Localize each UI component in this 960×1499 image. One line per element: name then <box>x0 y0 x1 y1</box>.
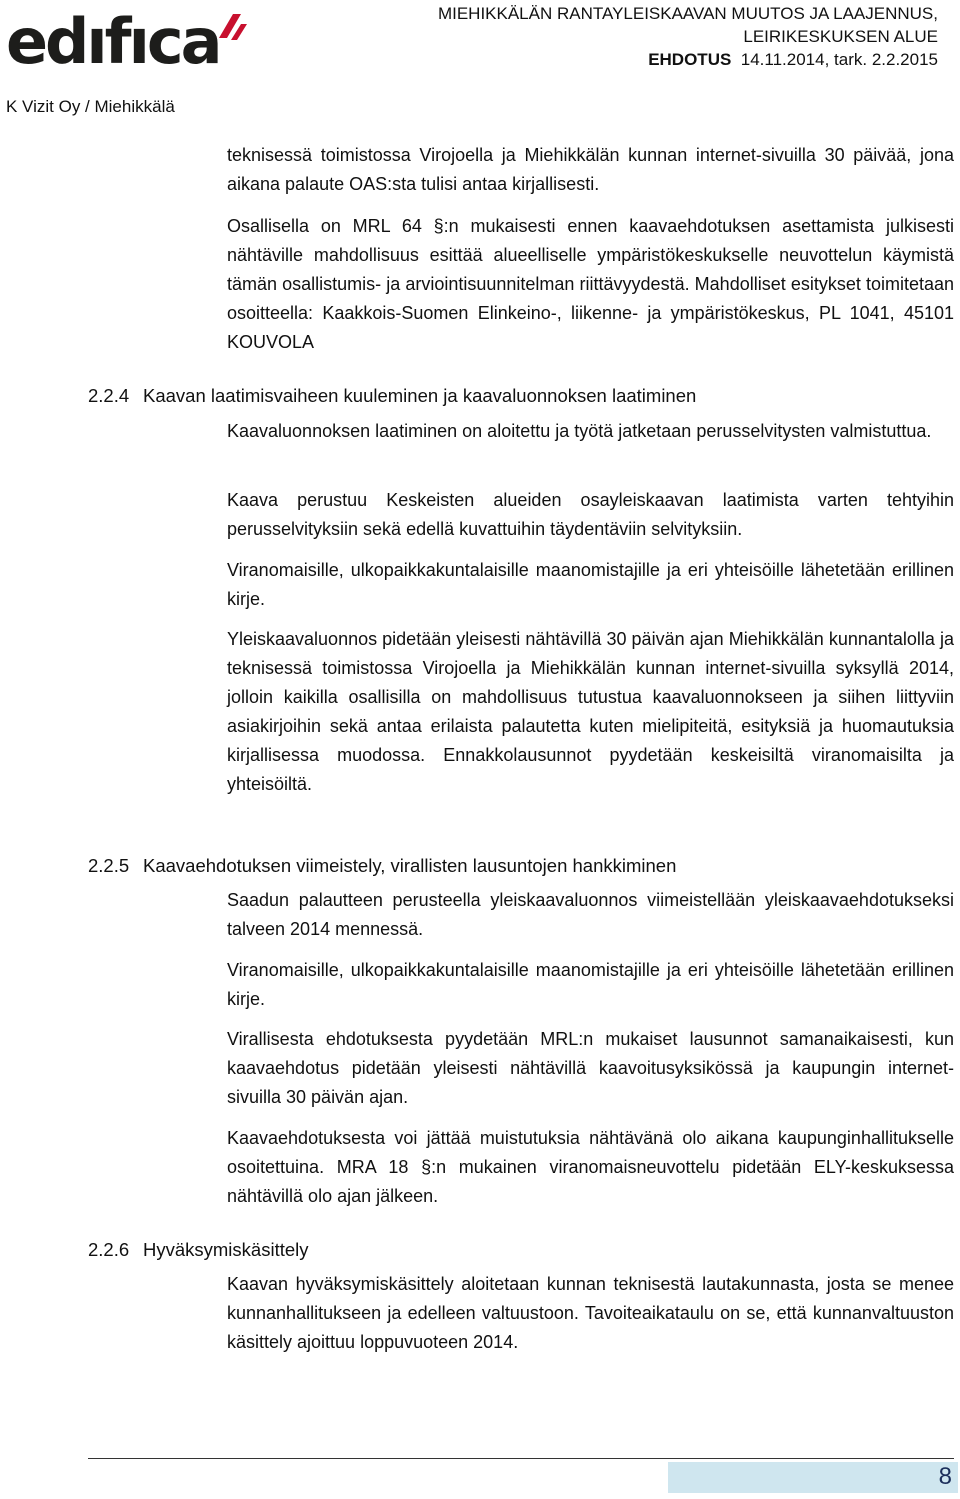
section-number: 2.2.5 <box>88 855 130 876</box>
paragraph-s225-2: Viranomaisille, ulkopaikkakuntalaisille maanomistajille ja eri yhteisöille lähetetään erillinen kirje. <box>227 960 954 1009</box>
section-number: 2.2.4 <box>88 385 130 406</box>
paragraph-s225-4: Kaavaehdotuksesta voi jättää muistutuksia nähtävänä olo aikana kaupunginhallitukselle osoitettuina. MRA 18 §:n mukainen viranomaisneuvottelu pidetään ELY-keskuksessa nähtävillä olo ajan jälkeen. <box>227 1128 954 1206</box>
section-title: Kaavaehdotuksen viimeistely, virallisten lausuntojen hankkiminen <box>143 855 677 876</box>
section-heading-2-2-4 <box>88 381 696 410</box>
paragraph-oas-feedback: teknisessä toimistossa Virojoella ja Miehikkälän kunnan internet-sivuilla 30 päivää, jona aikana palaute OAS:sta tulisi antaa kirjallisesti. <box>227 145 954 194</box>
paragraph-s224-1: Kaavaluonnoksen laatiminen on aloitettu ja työtä jatketaan perusselvitysten valmistuttua. <box>227 421 932 441</box>
section-heading-2-2-6 <box>88 1235 309 1264</box>
paragraph-s225-1: Saadun palautteen perusteella yleiskaavaluonnos viimeistellään yleiskaavaehdotukseksi talveen 2014 mennessä. <box>227 890 954 939</box>
paragraph-s224-2: Kaava perustuu Keskeisten alueiden osayleiskaavan laatimista varten tehtyihin perusselvityksiin sekä edellä kuvattuihin täydentäviin selvityksiin. <box>227 490 954 539</box>
section-number: 2.2.6 <box>88 1239 130 1260</box>
document-title-line2: LEIRIKESKUKSEN ALUE <box>743 27 938 46</box>
paragraph-s224-4: Yleiskaavaluonnos pidetään yleisesti nähtävillä 30 päivän ajan Miehikkälän kunnantalolla ja teknisessä toimistossa Virojoella ja Miehikkälän kunnan internet-sivuilla syksyllä 2014, jolloin kaikilla osallisilla on mahdollisuus tutustua kaavaluonnokseen ja siihen liittyviin asiakirjoihin sekä antaa erilaista palautetta kuten mielipiteitä, esityksiä ja huomautuksia kirjallisessa muodossa. Ennakkolausunnot pyydetään keskeisiltä viranomaisilta ja yhteisöiltä. <box>227 629 954 794</box>
page-number-box <box>668 1462 958 1493</box>
page-number: 8 <box>938 1463 952 1490</box>
logo-mark-icon <box>211 10 251 50</box>
company-name: K Vizit Oy / Miehikkälä <box>6 97 175 116</box>
section-title: Kaavan laatimisvaiheen kuuleminen ja kaavaluonnoksen laatiminen <box>143 385 697 406</box>
paragraph-s224-3: Viranomaisille, ulkopaikkakuntalaisille maanomistajille ja eri yhteisöille lähetetään erillinen kirje. <box>227 560 954 609</box>
draft-date: 14.11.2014, tark. 2.2.2015 <box>740 50 938 69</box>
section-title: Hyväksymiskäsittely <box>143 1239 309 1260</box>
draft-label: EHDOTUS <box>648 50 732 69</box>
document-title-line1: MIEHIKKÄLÄN RANTAYLEISKAAVAN MUUTOS JA LAAJENNUS, <box>437 4 938 23</box>
paragraph-s226-1: Kaavan hyväksymiskäsittely aloitetaan kunnan teknisestä lautakunnasta, josta se menee kunnanhallitukseen ja edelleen valtuustoon. Tavoiteaikataulu on se, että kunnanvaltuuston käsittely ajoittuu loppuvuoteen 2014. <box>227 1274 954 1352</box>
paragraph-s225-3: Virallisesta ehdotuksesta pyydetään MRL:n mukaiset lausunnot samanaikaisesti, kun kaavaehdotus pidetään yleisesti nähtävillä kaavoitusyksikössä ja kaupungin internet-sivuilla 30 päivän ajan. <box>227 1029 954 1107</box>
section-heading-2-2-5 <box>88 851 676 880</box>
logo-wordmark: edıfıca <box>6 5 220 78</box>
paragraph-mrl-64: Osallisella on MRL 64 §:n mukaisesti ennen kaavaehdotuksen asettamista julkisesti nähtäville mahdollisuus esittää alueelliselle ympäristökeskukselle neuvottelun käymistä tämän osallistumis- ja arviointisuunnitelman riittävyydestä. Mahdolliset esitykset toimitetaan osoitteella: Kaakkois-Suomen Elinkeino-, liikenne- ja ympäristökeskus, PL 1041, 45101 KOUVOLA <box>227 216 954 352</box>
document-status <box>438 48 938 71</box>
footer-divider <box>88 1458 954 1459</box>
edifica-logo <box>6 2 256 82</box>
document-header <box>438 2 938 71</box>
